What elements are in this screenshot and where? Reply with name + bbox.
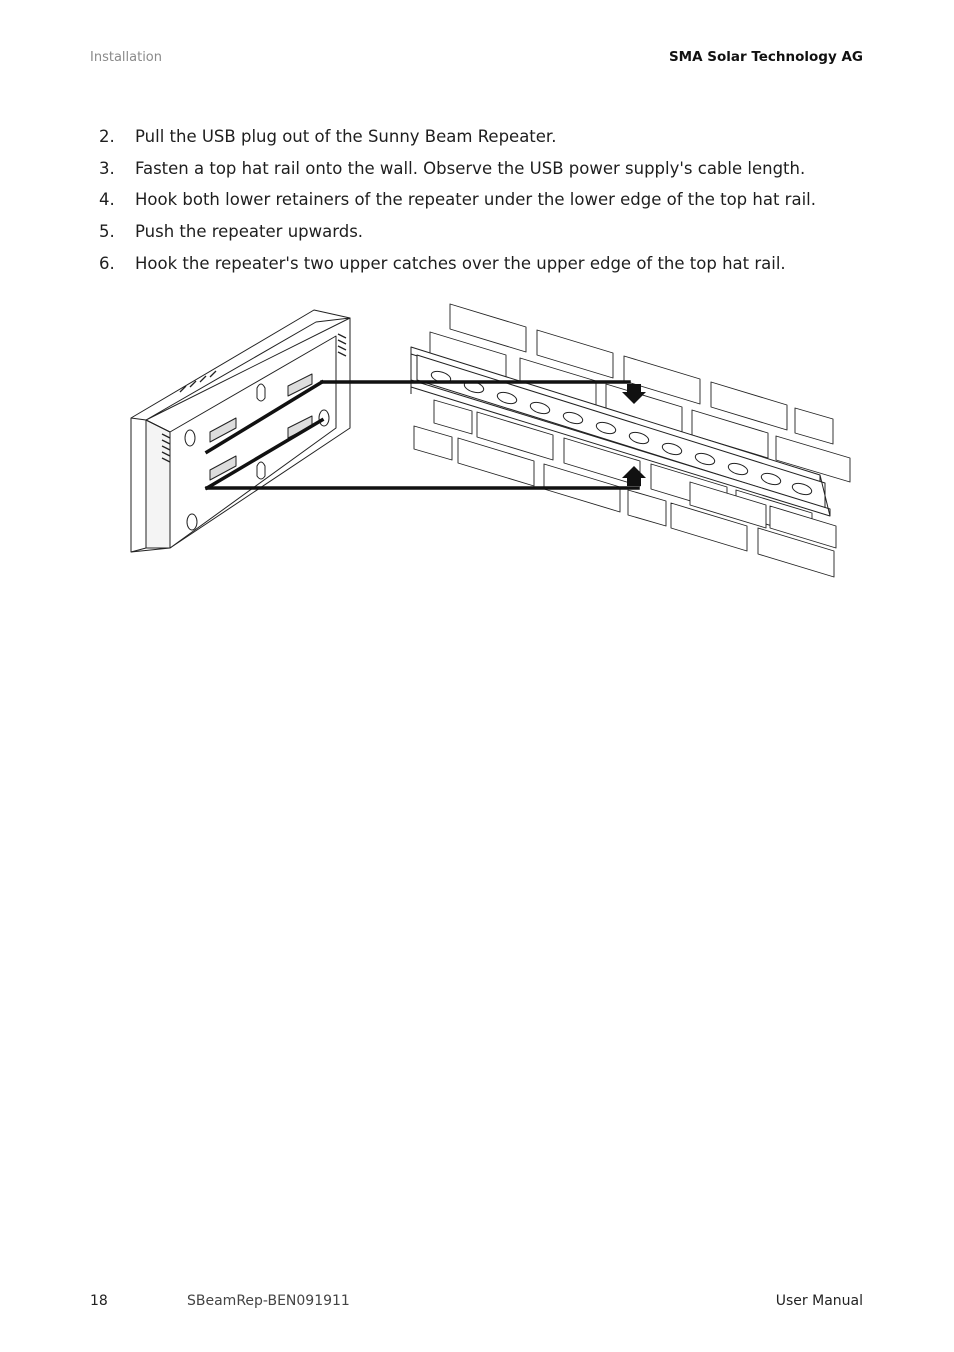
installation-steps-list (99, 126, 879, 284)
step-item (99, 221, 879, 243)
step-text: Fasten a top hat rail onto the wall. Observe the USB power supply's cable length. (135, 158, 806, 178)
step-item (99, 126, 879, 148)
step-item (99, 189, 879, 211)
footer-page-number: 18 (90, 1293, 108, 1309)
header-company-name: SMA Solar Technology AG (668, 49, 863, 65)
mounting-illustration (126, 300, 856, 582)
step-text: Hook both lower retainers of the repeater under the lower edge of the top hat rail. (135, 190, 816, 210)
step-number: 6. (99, 253, 115, 273)
step-text: Hook the repeater's two upper catches over the upper edge of the top hat rail. (135, 253, 786, 273)
footer-document-code: SBeamRep-BEN091911 (187, 1293, 350, 1309)
step-number: 3. (99, 158, 115, 178)
step-number: 2. (99, 127, 115, 146)
top-hat-rail (411, 347, 830, 516)
footer-document-type: User Manual (775, 1293, 863, 1309)
header-section-title: Installation (90, 50, 163, 65)
step-text: Push the repeater upwards. (135, 222, 364, 242)
step-item (99, 158, 879, 180)
step-text: Pull the USB plug out of the Sunny Beam Repeater. (135, 127, 557, 146)
step-number: 4. (99, 190, 115, 210)
step-number: 5. (99, 222, 115, 242)
step-item (99, 253, 879, 275)
repeater-rail-mounting-drawing (126, 300, 856, 582)
